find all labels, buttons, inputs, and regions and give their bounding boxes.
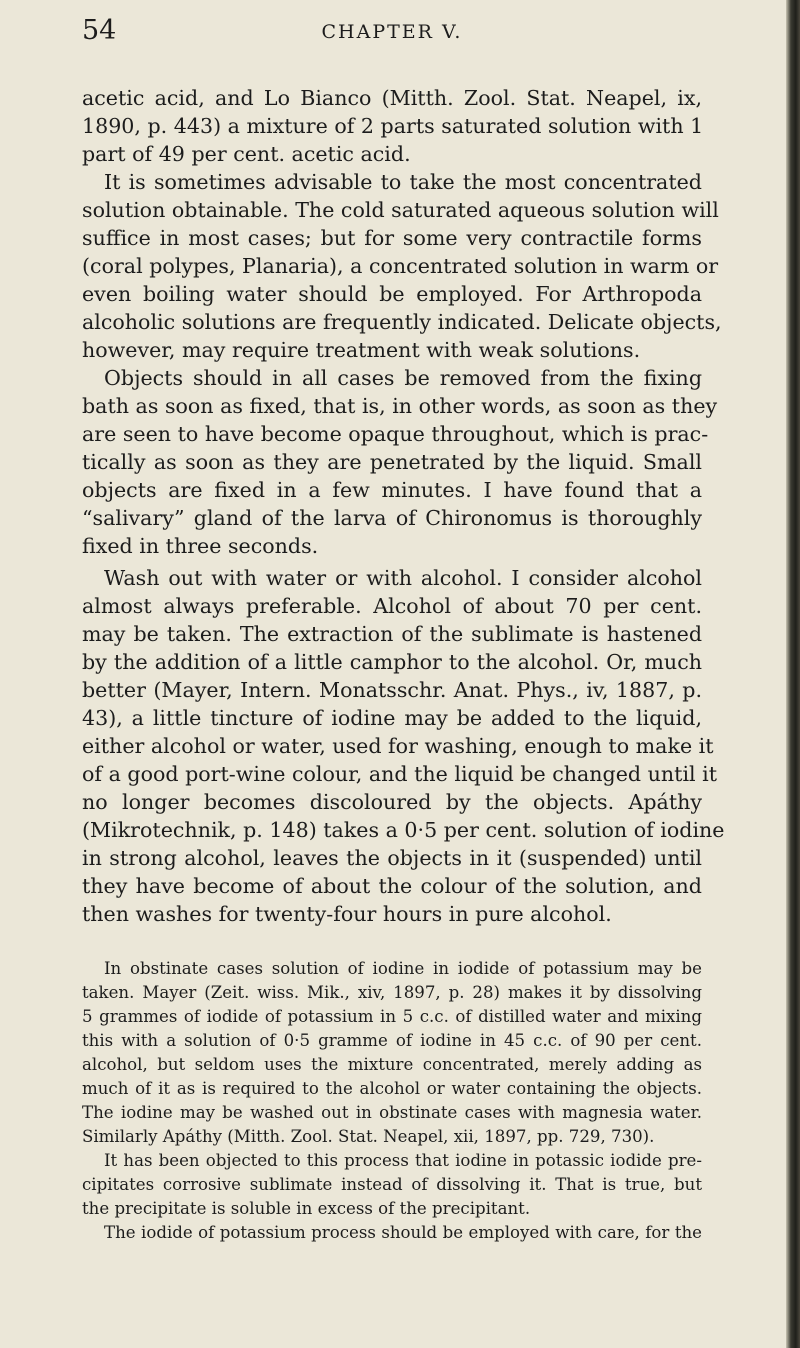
- text-line: fixed in three seconds.: [82, 534, 319, 558]
- text-line: by the addition of a little camphor to the alcohol. Or, much: [82, 650, 702, 674]
- text-line: of a good port-wine colour, and the liquid be changed until it: [82, 762, 718, 786]
- text-line: suffice in most cases; but for some very contractile forms: [82, 226, 702, 250]
- note-line: The iodide of potassium process should be employed with care, for the: [104, 1223, 702, 1242]
- note-line: this with a solution of 0·5 gramme of iodine in 45 c.c. of 90 per cent.: [82, 1031, 702, 1050]
- text-line: acetic acid, and Lo Bianco (Mitth. Zool. Stat. Neapel, ix,: [82, 86, 702, 110]
- text-line: alcoholic solutions are frequently indicated. Delicate objects,: [82, 310, 722, 334]
- note-line: cipitates corrosive sublimate instead of dissolving it. That is true, but: [82, 1175, 702, 1194]
- text-line: better (Mayer, Intern. Monatsschr. Anat. Phys., iv, 1887, p.: [82, 678, 702, 702]
- chapter-heading: CHAPTER V.: [321, 21, 463, 43]
- note-line: alcohol, but seldom uses the mixture concentrated, merely adding as: [82, 1055, 702, 1074]
- text-line: (Mikrotechnik, p. 148) takes a 0·5 per cent. solution of iodine: [82, 818, 725, 842]
- note-line: 5 grammes of iodide of potassium in 5 c.c. of distilled water and mixing: [82, 1007, 702, 1026]
- text-line: Objects should in all cases be removed from the fixing: [104, 366, 702, 390]
- text-line: even boiling water should be employed. For Arthropoda: [82, 282, 702, 306]
- text-line: objects are fixed in a few minutes. I have found that a: [82, 478, 702, 502]
- text-line: in strong alcohol, leaves the objects in it (suspended) until: [82, 846, 702, 870]
- text-line: It is sometimes advisable to take the most concentrated: [104, 170, 702, 194]
- text-line: tically as soon as they are penetrated by the liquid. Small: [82, 450, 702, 474]
- text-line: bath as soon as fixed, that is, in other words, as soon as they: [82, 394, 718, 418]
- text-line: they have become of about the colour of the solution, and: [82, 874, 702, 898]
- note-line: taken. Mayer (Zeit. wiss. Mik., xiv, 1897, p. 28) makes it by dissolving: [82, 983, 702, 1002]
- running-header: [82, 14, 702, 48]
- text-line: either alcohol or water, used for washing, enough to make it: [82, 734, 714, 758]
- text-line: 1890, p. 443) a mixture of 2 parts saturated solution with 1: [82, 114, 704, 138]
- note-line: The iodine may be washed out in obstinate cases with magnesia water.: [82, 1103, 702, 1122]
- text-line: no longer becomes discoloured by the objects. Apáthy: [82, 790, 702, 814]
- text-line: 43), a little tincture of iodine may be added to the liquid,: [82, 706, 702, 730]
- text-line: however, may require treatment with weak solutions.: [82, 338, 641, 362]
- text-line: may be taken. The extraction of the sublimate is hastened: [82, 622, 702, 646]
- text-line: “salivary” gland of the larva of Chironomus is thoroughly: [82, 506, 702, 530]
- text-line: (coral polypes, Planaria), a concentrated solution in warm or: [82, 254, 719, 278]
- note-line: much of it as is required to the alcohol or water containing the objects.: [82, 1079, 702, 1098]
- text-line: Wash out with water or with alcohol. I consider alcohol: [104, 566, 702, 590]
- text-line: part of 49 per cent. acetic acid.: [82, 142, 411, 166]
- text-line: are seen to have become opaque throughout, which is prac-: [82, 422, 709, 446]
- note-line: It has been objected to this process that iodine in potassic iodide pre-: [104, 1151, 702, 1170]
- text-line: almost always preferable. Alcohol of about 70 per cent.: [82, 594, 702, 618]
- page-number: 54: [82, 15, 117, 46]
- book-binding-edge: [786, 0, 800, 1348]
- note-line: Similarly Apáthy (Mitth. Zool. Stat. Neapel, xii, 1897, pp. 729, 730).: [82, 1127, 655, 1146]
- note-line: the precipitate is soluble in excess of the precipitant.: [82, 1199, 531, 1218]
- text-line: solution obtainable. The cold saturated aqueous solution will: [82, 198, 719, 222]
- note-line: In obstinate cases solution of iodine in iodide of potassium may be: [104, 959, 702, 978]
- text-line: then washes for twenty-four hours in pure alcohol.: [82, 902, 612, 926]
